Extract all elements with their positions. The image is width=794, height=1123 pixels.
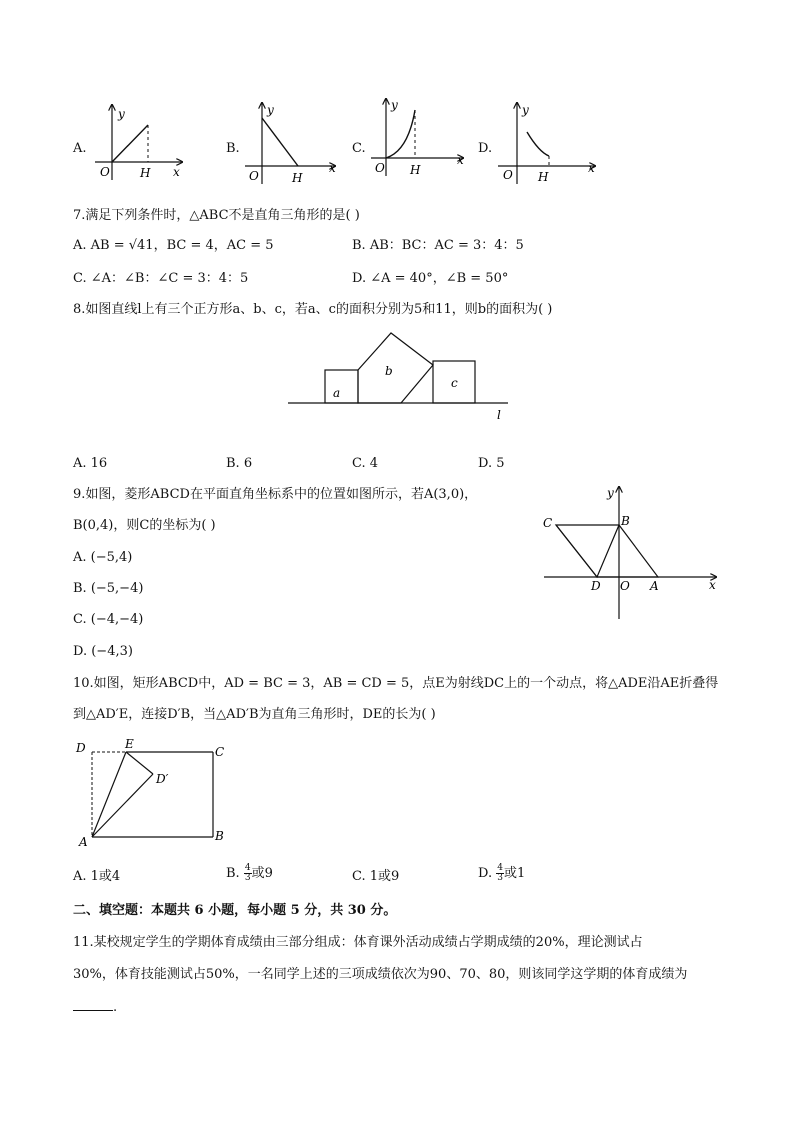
q6c-h-label: H — [410, 163, 421, 177]
q10-option-b-suffix: 或9 — [251, 866, 273, 881]
q9-option-c[interactable]: C. (−4,−4) — [73, 612, 144, 627]
q10-option-c[interactable]: C. 1或9 — [352, 869, 400, 884]
q6-option-a-letter: A. — [73, 141, 87, 156]
q6a-h-label: H — [140, 166, 151, 180]
q6-option-c-letter: C. — [352, 141, 366, 156]
q8-option-a[interactable]: A. 16 — [73, 456, 108, 471]
q9-point-b-label: B — [621, 514, 630, 528]
q6c-x-label: x — [457, 153, 464, 167]
q6-graph-d — [495, 100, 605, 188]
q6a-y-label: y — [118, 107, 125, 121]
q10-option-d-suffix: 或1 — [503, 866, 526, 881]
q10-option-b-fraction: $\frac{4}{3}$ — [244, 863, 251, 883]
q11-line2: 30%，体育技能测试占50%，一名同学上述的三项成绩依次为90、70、80，则该同学这学期的体育成绩为 — [73, 967, 688, 982]
q9-point-a-label: A — [650, 579, 659, 593]
q9-option-a[interactable]: A. (−5,4) — [73, 550, 133, 565]
q6-option-b-letter: B. — [226, 141, 240, 156]
q7-option-c[interactable]: C. ∠A：∠B：∠C = 3：4：5 — [73, 271, 249, 286]
q10-option-d[interactable] — [478, 864, 525, 883]
q8-option-c[interactable]: C. 4 — [352, 456, 379, 471]
q6b-x-label: x — [329, 161, 336, 175]
q6b-origin-label: O — [249, 169, 259, 183]
q6d-x-label: x — [588, 161, 595, 175]
q11-answer-line — [73, 998, 117, 1017]
q6b-y-label: y — [267, 103, 274, 117]
q6a-origin-label: O — [100, 165, 110, 179]
q6-graph-a — [90, 100, 190, 185]
q9-stem-line2: B(0,4)，则C的坐标为( ) — [73, 518, 216, 533]
q9-x-label: x — [709, 578, 716, 592]
q6d-h-label: H — [538, 170, 549, 184]
q7-option-d[interactable]: D. ∠A = 40°，∠B = 50° — [352, 271, 509, 286]
q10-point-b-label: B — [215, 829, 224, 843]
section-2-heading: 二、填空题：本题共 6 小题，每小题 5 分，共 30 分。 — [73, 903, 397, 918]
q11-answer-blank[interactable] — [73, 998, 113, 1011]
q9-rhombus-figure — [540, 483, 725, 623]
q6c-origin-label: O — [375, 161, 385, 175]
q10-option-b[interactable] — [226, 864, 273, 883]
q7-option-a[interactable]: A. AB = √41，BC = 4，AC = 5 — [73, 238, 274, 253]
q8-squares-figure — [283, 325, 513, 425]
q7-stem: 7.满足下列条件时，△ABC不是直角三角形的是( ) — [73, 208, 360, 223]
q9-point-c-label: C — [543, 516, 553, 530]
q6-graph-c — [368, 96, 473, 184]
q6b-h-label: H — [292, 171, 303, 185]
q9-stem-line1: 9.如图，菱形ABCD在平面直角坐标系中的位置如图所示，若A(3,0)， — [73, 487, 478, 502]
q8-line-l-label: l — [497, 408, 501, 422]
q10-option-d-letter: D. — [478, 866, 493, 881]
q8-option-b[interactable]: B. 6 — [226, 456, 253, 471]
q8-square-a-label: a — [333, 386, 341, 400]
q11-end-period: . — [113, 1000, 118, 1015]
q10-stem-line1: 10.如图，矩形ABCD中，AD = BC = 3，AB = CD = 5，点E为射线DC上的一个动点，将△ADE沿AE折叠得 — [73, 676, 719, 691]
q10-point-c-label: C — [215, 745, 225, 759]
q10-option-b-letter: B. — [226, 866, 240, 881]
q11-line1: 11.某校规定学生的学期体育成绩由三部分组成：体育课外活动成绩占学期成绩的20%，理论测试占 — [73, 935, 643, 950]
q8-square-b-label: b — [385, 364, 393, 378]
q10-point-e-label: E — [125, 737, 134, 751]
q10-point-dprime-label: D′ — [156, 772, 169, 786]
q6a-x-label: x — [173, 165, 180, 179]
q10-option-a[interactable]: A. 1或4 — [73, 869, 121, 884]
q6-option-d-letter: D. — [478, 141, 493, 156]
q6d-y-label: y — [522, 103, 529, 117]
q8-option-d[interactable]: D. 5 — [478, 456, 505, 471]
q9-origin-label: O — [620, 579, 630, 593]
q10-stem-line2: 到△AD′E，连接D′B，当△AD′B为直角三角形时，DE的长为( ) — [73, 707, 436, 722]
q6c-y-label: y — [391, 98, 398, 112]
q9-option-d[interactable]: D. (−4,3) — [73, 644, 133, 659]
q10-point-a-label: A — [79, 835, 88, 848]
q6d-origin-label: O — [503, 168, 513, 182]
q6-graph-b — [240, 100, 345, 188]
q8-square-c-label: c — [451, 376, 458, 390]
q10-option-d-fraction: $\frac{4}{3}$ — [497, 863, 503, 883]
q10-rectangle-figure — [72, 736, 232, 848]
q10-point-d-label: D — [76, 741, 86, 755]
q9-point-d-label: D — [591, 579, 601, 593]
q8-stem: 8.如图直线l上有三个正方形a、b、c，若a、c的面积分别为5和11，则b的面积为( ) — [73, 302, 553, 317]
q9-y-label: y — [607, 486, 614, 500]
q7-option-b[interactable]: B. AB：BC：AC = 3：4：5 — [352, 238, 524, 253]
q9-option-b[interactable]: B. (−5,−4) — [73, 581, 144, 596]
